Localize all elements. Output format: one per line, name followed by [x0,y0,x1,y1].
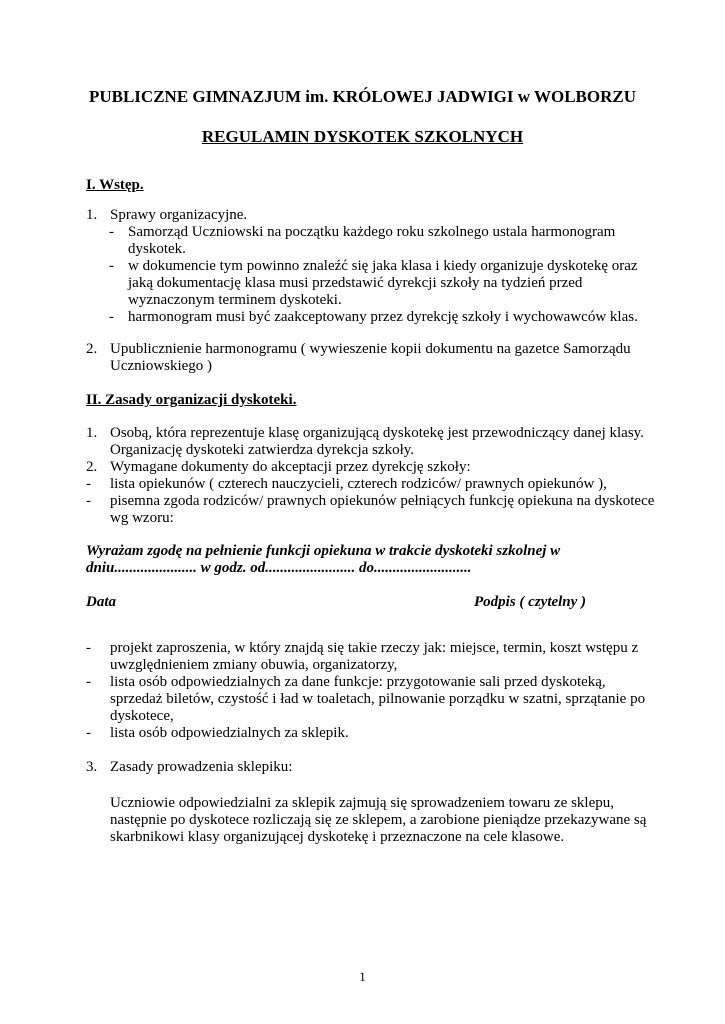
bullet-text: dyskotek. [128,241,186,257]
list-item-text: Uczniowskiego ) [110,358,213,374]
paragraph-text: Uczniowie odpowiedzialni za sklepik zajmują się sprowadzeniem towaru ze sklepu, [110,795,614,811]
bullet-text: wg wzoru: [110,510,174,526]
bullet-text: lista osób odpowiedzialnych za sklepik. [110,725,349,741]
bullet-text: sprzedaż biletów, czystość i ład w toaletach, pilnowanie porządku w szatni, sprzątanie po [110,691,646,707]
list-item-text: Sprawy organizacyjne. [110,207,248,223]
bullet-dash: - [86,640,91,656]
bullet-dash: - [86,493,91,509]
list-item-text: Organizację dyskoteki zatwierdza dyrekcja szkoły. [110,442,415,458]
bullet-dash: - [109,258,114,274]
section-1-heading: I. Wstęp. [86,177,144,193]
bullet-text: harmonogram musi być zaakceptowany przez dyrekcję szkoły i wychowawców klas. [128,309,638,325]
paragraph-text: skarbnikowi klasy organizującej dyskotekę i przeznaczone na cele klasowe. [110,829,565,845]
list-number: 1. [86,425,98,441]
list-number: 3. [86,759,98,775]
bullet-dash: - [86,725,91,741]
bullet-text: uwzględnieniem zmiany obuwia, organizatorzy, [110,657,398,673]
list-item-text: Osobą, która reprezentuje klasę organizującą dyskotekę jest przewodniczący danej klasy. [110,425,644,441]
section-2-heading: II. Zasady organizacji dyskoteki. [86,392,297,408]
bullet-dash: - [86,476,91,492]
list-number: 2. [86,341,98,357]
consent-text: Wyrażam zgodę na pełnienie funkcji opiekuna w trakcie dyskoteki szkolnej w [86,543,561,559]
bullet-text: wyznaczonym terminem dyskoteki. [128,292,342,308]
bullet-text: jaką dokumentację klasa musi przedstawić dyrekcji szkoły na tydzień przed [128,275,583,291]
bullet-dash: - [109,309,114,325]
page-number: 1 [359,969,366,984]
bullet-dash: - [109,224,114,240]
bullet-text: pisemna zgoda rodziców/ prawnych opiekunów pełniących funkcję opiekuna na dyskotece [110,493,655,509]
bullet-text: Samorząd Uczniowski na początku każdego roku szkolnego ustala harmonogram [128,224,616,240]
paragraph-text: następnie po dyskotece rozliczają się ze sklepem, a zarobione pieniądze przekazywane są [110,812,647,828]
bullet-text: lista osób odpowiedzialnych za dane funkcje: przygotowanie sali przed dyskoteką, [110,674,606,690]
list-item-text: Wymagane dokumenty do akceptacji przez dyrekcję szkoły: [110,459,471,475]
date-label: Data [86,594,116,610]
list-item-text: Zasady prowadzenia sklepiku: [110,759,293,775]
school-name: PUBLICZNE GIMNAZJUM im. KRÓLOWEJ JADWIGI w WOLBORZU [88,87,637,106]
consent-text: dniu...................... w godz. od........................ do.......................... [86,560,472,576]
bullet-text: w dokumencie tym powinno znaleźć się jaka klasa i kiedy organizuje dyskotekę oraz [128,258,638,274]
signature-label: Podpis ( czytelny ) [474,594,587,610]
bullet-dash: - [86,674,91,690]
list-item-text: Upublicznienie harmonogramu ( wywieszenie kopii dokumentu na gazetce Samorządu [110,341,631,357]
list-number: 2. [86,459,98,475]
bullet-text: lista opiekunów ( czterech nauczycieli, czterech rodziców/ prawnych opiekunów ), [110,476,607,492]
bullet-text: projekt zaproszenia, w który znajdą się takie rzeczy jak: miejsce, termin, koszt wstępu z [110,640,639,656]
document-title: REGULAMIN DYSKOTEK SZKOLNYCH [201,127,524,146]
bullet-text: dyskotece, [110,708,174,724]
list-number: 1. [86,207,98,223]
